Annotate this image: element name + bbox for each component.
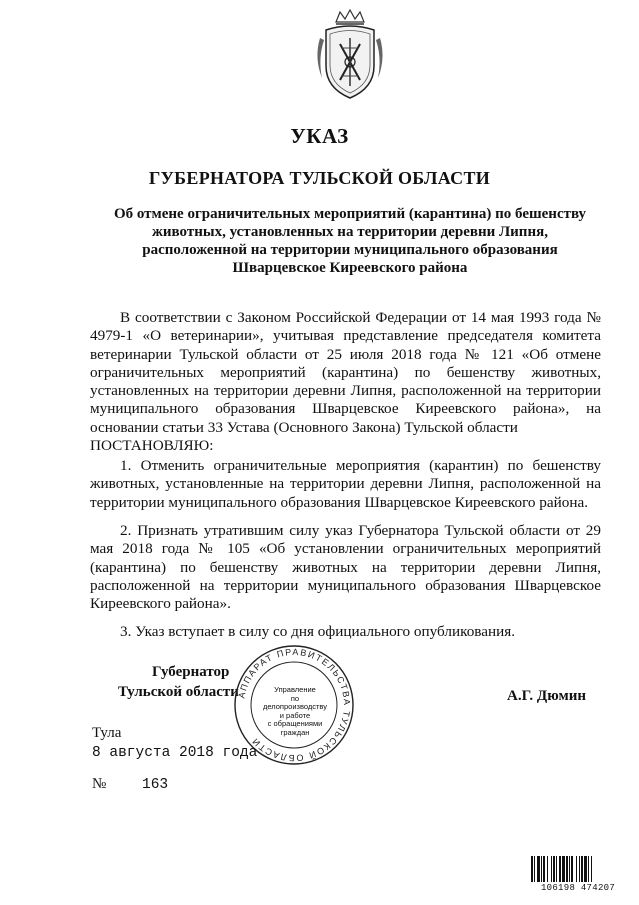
issue-city: Тула <box>92 725 122 741</box>
document-title: УКАЗ <box>290 124 349 148</box>
signatory-position-line2: Тульской области <box>118 684 239 700</box>
barcode-bar <box>566 856 568 882</box>
resolution-word: ПОСТАНОВЛЯЮ: <box>90 437 214 454</box>
stamp-inner-line: Управление <box>274 685 316 694</box>
barcode-bar <box>569 856 570 882</box>
barcode-bar <box>571 856 573 882</box>
stamp-inner-text <box>259 686 331 737</box>
stamp-inner-line: граждан <box>280 727 310 737</box>
barcode-bar <box>541 856 542 882</box>
decree-number: 163 <box>142 777 169 793</box>
coat-of-arms-icon <box>312 8 388 104</box>
barcode-bar <box>591 856 592 882</box>
barcode-bar <box>537 856 540 882</box>
barcode-bar <box>579 856 580 882</box>
subject-line: Об отмене ограничительных мероприятий (карантина) по бешенству <box>113 206 587 222</box>
barcode-bar <box>551 856 552 882</box>
barcode <box>530 856 626 886</box>
subject-line: расположенной на территории муниципального образования <box>142 242 558 258</box>
barcode-bar <box>576 856 577 882</box>
barcode-bar <box>543 856 545 882</box>
document-subject <box>90 205 610 277</box>
stamp-ring-text: АППАРАТ ПРАВИТЕЛЬСТВА ТУЛЬСКОЙ ОБЛАСТИ <box>236 646 353 764</box>
stamp-inner-line: по делопроизводству <box>263 693 327 711</box>
decree-item-3: 3. Указ вступает в силу со дня официального опубликования. <box>120 623 516 640</box>
subject-line: Шварцевское Киреевского района <box>232 260 468 276</box>
subject-line: животных, установленных на территории деревни Липня, <box>152 224 548 240</box>
barcode-bar <box>556 856 557 882</box>
barcode-bar <box>553 856 555 882</box>
barcode-bar <box>584 856 587 882</box>
document-issuer: ГУБЕРНАТОРА ТУЛЬСКОЙ ОБЛАСТИ <box>148 168 491 188</box>
barcode-bar <box>534 856 535 882</box>
decree-item-1: 1. Отменить ограничительные мероприятия (карантин) по бешенству животных, установленные на территории деревни Липня, расположенной на территории муниципального образования Шварцевское Киреевского района. <box>90 457 601 511</box>
signatory-position-line1: Губернатор <box>152 664 230 680</box>
barcode-bar <box>588 856 589 882</box>
barcode-bar <box>581 856 583 882</box>
barcode-bar <box>547 856 548 882</box>
stamp-inner-line: с обращениями <box>267 719 323 728</box>
barcode-bar <box>531 856 533 882</box>
barcode-bar <box>562 856 565 882</box>
number-symbol: № <box>92 776 107 792</box>
barcode-bar <box>559 856 561 882</box>
barcode-digits: 106198 474207 <box>540 883 616 893</box>
issue-date: 8 августа 2018 года <box>92 745 258 761</box>
preamble-paragraph: В соответствии с Законом Российской Федерации от 14 мая 1993 года № 4979-1 «О ветеринарии», учитывая представление председателя комитета ветеринарии Тульской области от 25 июля 2018 года № 121 «Об отмене ограничительных мероприятий (карантина) по бешенству животных, установленных на территории деревни Липня, расположенной на территории муниципального образования Шварцевское Киреевского района», на основании статьи 33 Устава (Основного Закона) Тульской области <box>90 309 601 436</box>
decree-item-2: 2. Признать утратившим силу указ Губернатора Тульской области от 29 мая 2018 года № 105 «Об установлении ограничительных мероприятий (карантина) по бешенству животных на территории деревни Липня, расположенной на территории муниципального образования Шварцевское Киреевского района». <box>90 522 601 613</box>
stamp-inner-line: и работе <box>279 710 311 720</box>
signatory-name: А.Г. Дюмин <box>507 688 587 704</box>
